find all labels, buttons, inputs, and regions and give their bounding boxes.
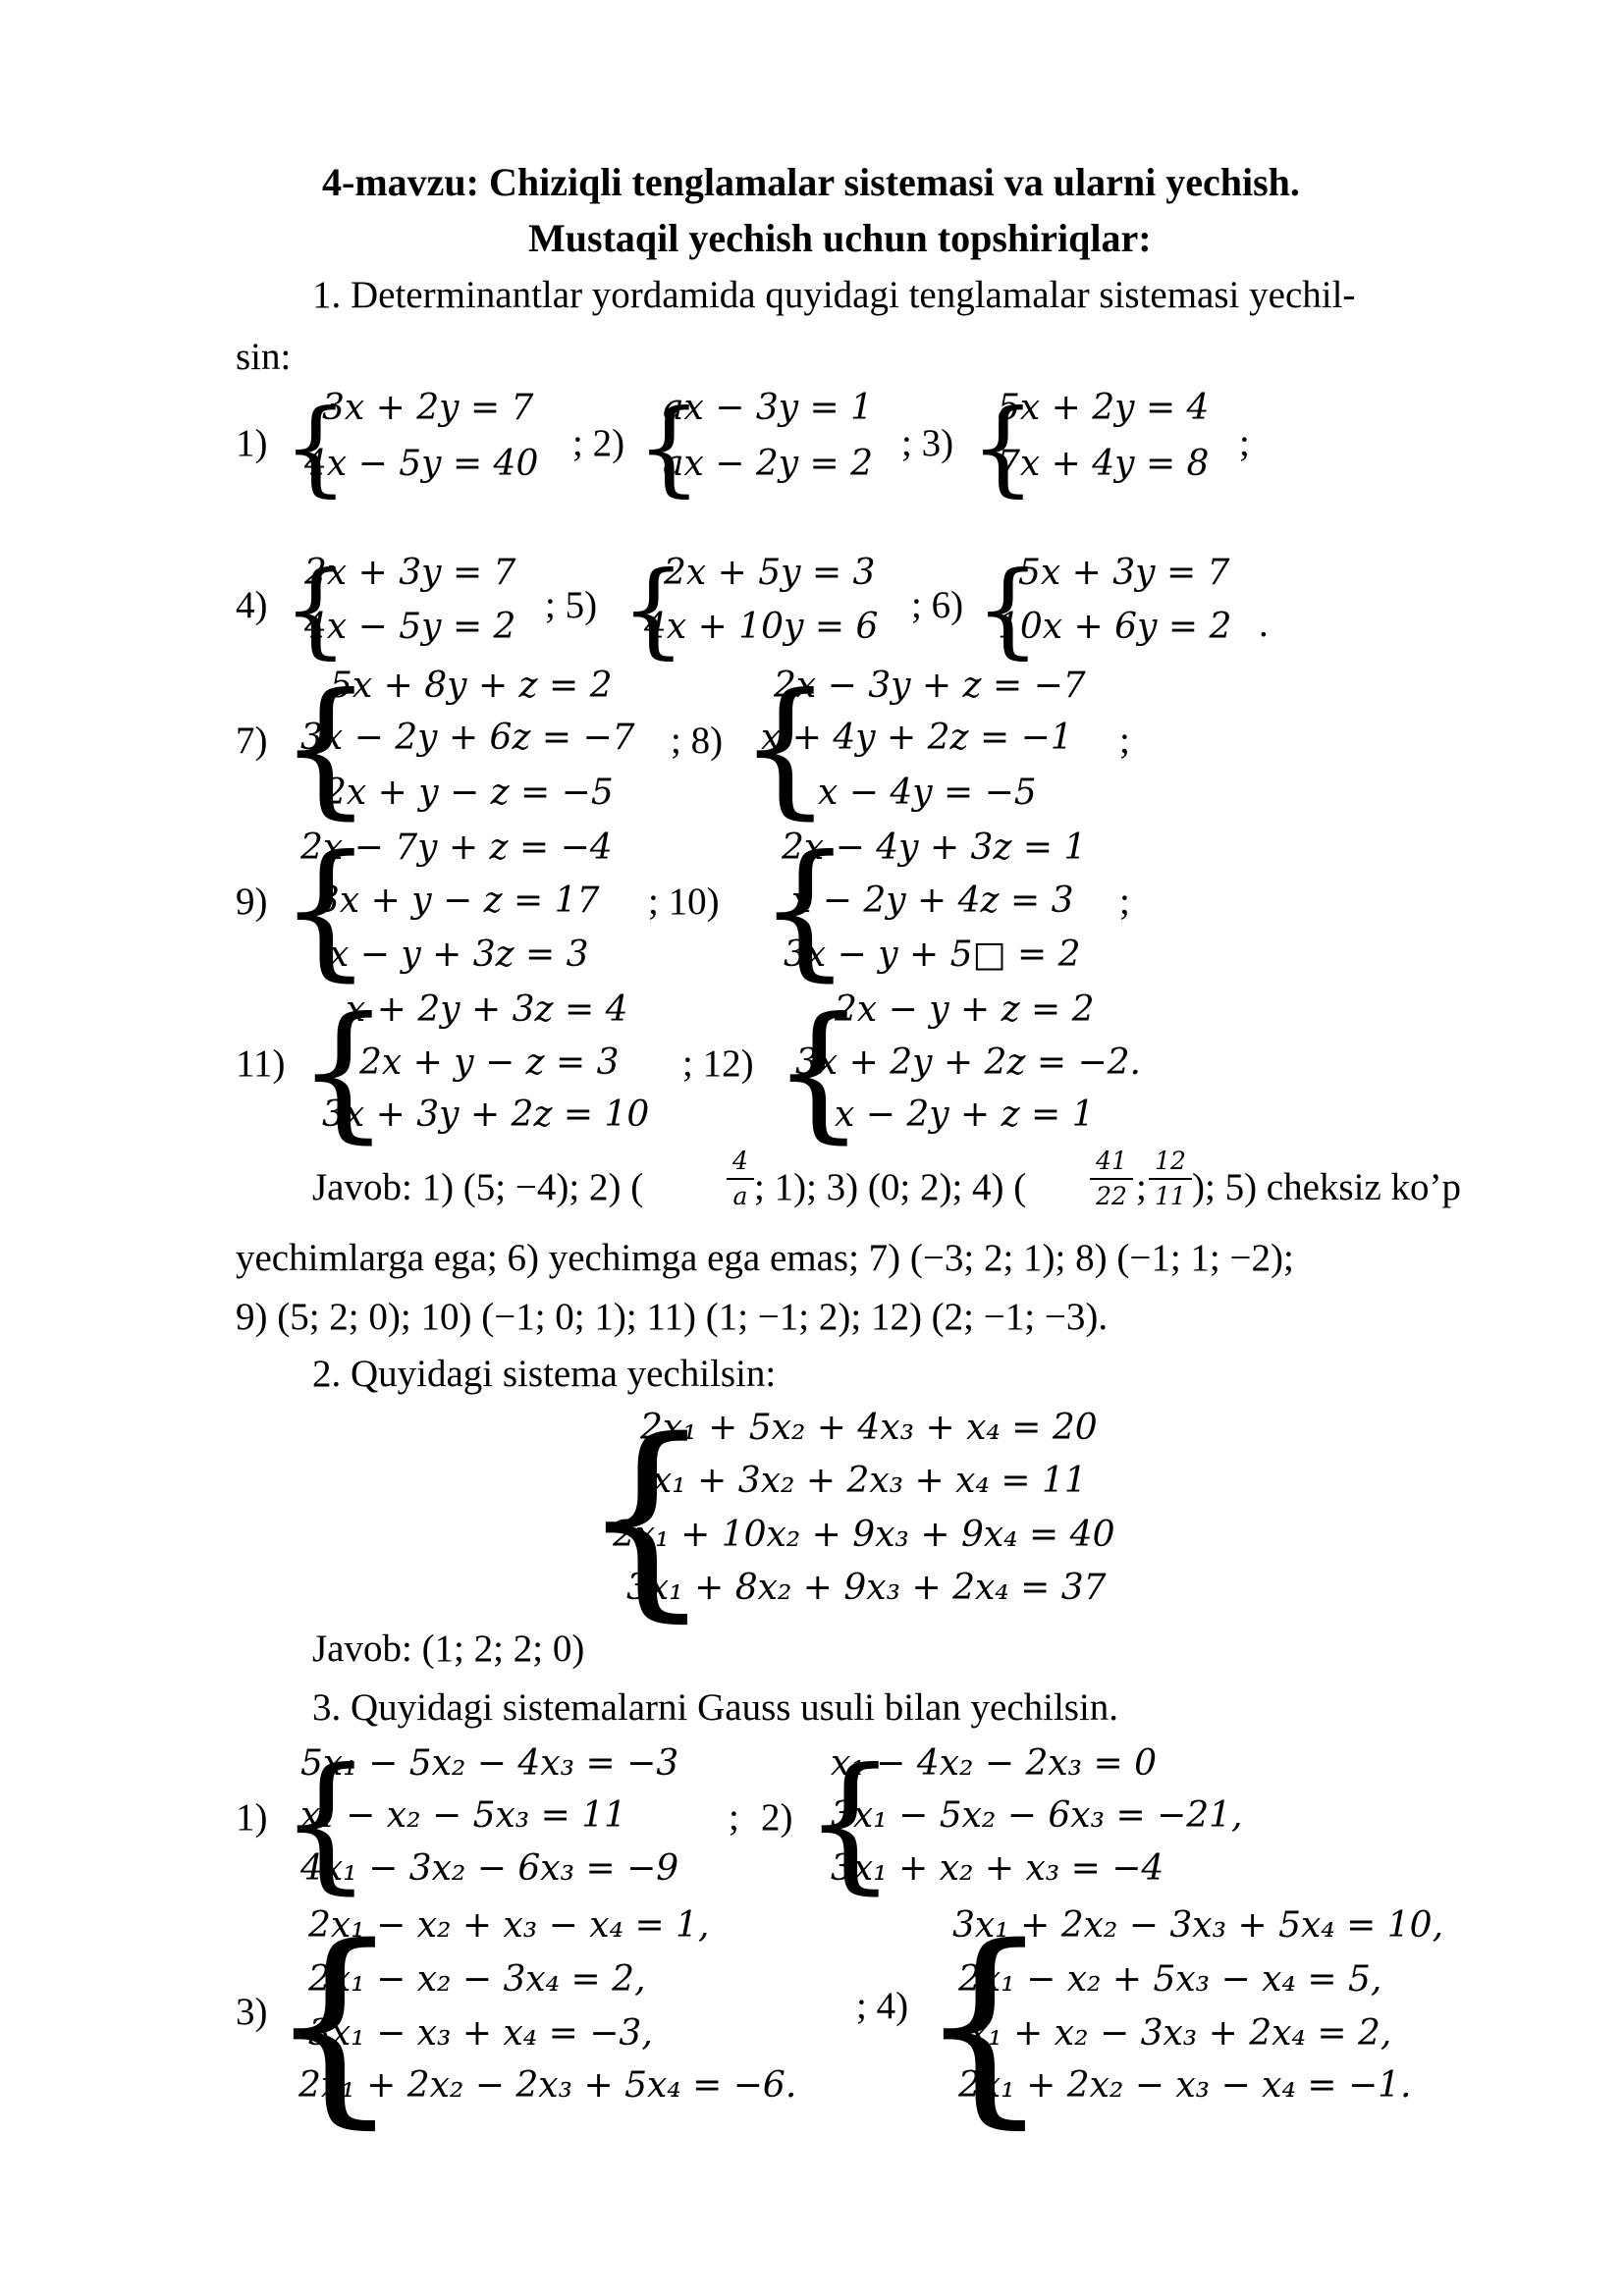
equation: 5𝑥 + 3𝑦 = 7: [1018, 553, 1230, 593]
equation: 2𝑥₁ + 2𝑥₂ − 𝑥₃ − 𝑥₄ = −1.: [958, 2065, 1412, 2106]
equation: 3𝑥 + 3𝑦 + 2𝑧 = 10: [322, 1095, 650, 1135]
equation: 2𝑥 + 3𝑦 = 7: [304, 553, 516, 593]
label-1: 1): [236, 1796, 268, 1839]
equation: 2𝑥₁ − 𝑥₂ − 3𝑥₄ = 2,: [308, 1959, 646, 2000]
equation: 𝑥₁ + 𝑥₂ − 3𝑥₃ + 2𝑥₄ = 2,: [968, 2013, 1392, 2054]
equation: 3𝑥₁ − 5𝑥₂ − 6𝑥₃ = −21,: [831, 1795, 1243, 1836]
fraction-denominator: 22: [1096, 1182, 1127, 1210]
label-3: ; 3): [901, 422, 954, 464]
answer-line: yechimlarga ega; 6) yechimga ega emas; 7) (−3; 2; 1); 8) (−1; 1; −2);: [236, 1237, 1294, 1279]
label-4: ; 4): [856, 1985, 909, 2027]
label-3: 3): [236, 1991, 268, 2033]
separator: ;: [1119, 720, 1130, 762]
equation: 4𝑥 + 10𝑦 = 6: [644, 607, 879, 647]
label-2: ; 2): [572, 422, 625, 464]
fraction-bar: [727, 1178, 754, 1180]
label-11: 11): [236, 1042, 286, 1085]
equation: 2𝑥₁ + 5𝑥₂ + 4𝑥₃ + 𝑥₄ = 20: [640, 1408, 1098, 1448]
fraction-numerator: 41: [1096, 1147, 1127, 1175]
equation: 4𝑥 − 5𝑦 = 2: [304, 607, 516, 647]
equation: 2𝑥 + 𝑦 − 𝑧 = 3: [359, 1042, 620, 1083]
fraction-denominator: 11: [1155, 1182, 1186, 1210]
equation: 𝑥₁ − 𝑥₂ − 5𝑥₃ = 11: [300, 1795, 627, 1836]
equation: 2𝑥₁ − 𝑥₂ + 5𝑥₃ − 𝑥₄ = 5,: [958, 1959, 1382, 2000]
task1-intro-line1: 1. Determinantlar yordamida quyidagi tenglamalar sistemasi yechil-: [312, 274, 1356, 316]
equation: 2𝑥₁ − 𝑥₂ + 𝑥₃ − 𝑥₄ = 1,: [308, 1905, 710, 1946]
equation: 𝑥₁ − 4𝑥₂ − 2𝑥₃ = 0: [831, 1743, 1158, 1784]
label-2: 2): [761, 1796, 793, 1839]
equation: 2𝑥 − 7𝑦 + 𝑧 = −4: [300, 828, 613, 868]
left-brace: {: [267, 1900, 402, 2147]
equation: 5𝑥 + 2𝑦 = 4: [998, 388, 1210, 428]
left-brace: {: [279, 663, 373, 833]
equation: 3𝑥 + 𝑦 − 𝑧 = 17: [317, 881, 600, 921]
label-8: ; 8): [671, 720, 724, 762]
left-brace: {: [738, 663, 833, 833]
label-4: 4): [236, 584, 268, 626]
separator: ;: [1239, 422, 1250, 464]
left-brace: {: [917, 1900, 1052, 2147]
left-brace: {: [803, 1737, 897, 1908]
equation: 4𝑥₁ − 3𝑥₂ − 6𝑥₃ = −9: [300, 1848, 679, 1889]
task2-answer: Javob: (1; 2; 2; 0): [312, 1628, 585, 1670]
left-brace: {: [758, 825, 852, 995]
task2-heading: 2. Quyidagi sistema yechilsin:: [312, 1353, 777, 1395]
fraction-numerator: 4: [732, 1147, 748, 1175]
equation: 𝑥 − 2𝑦 + 𝑧 = 1: [835, 1095, 1095, 1135]
left-brace: {: [279, 1737, 373, 1908]
left-brace: {: [579, 1394, 714, 1640]
equation: 3𝑥₁ + 2𝑥₂ − 3𝑥₃ + 5𝑥₄ = 10,: [952, 1905, 1444, 1946]
equation: 3𝑥 − 𝑦 + 5□ = 2: [784, 934, 1081, 975]
answer-line: 9) (5; 2; 0); 10) (−1; 0; 1); 11) (1; −1; 2); 12) (2; −1; −3).: [236, 1296, 1109, 1338]
answer-text: ; 1); 3) (0; 2); 4) (: [754, 1166, 1027, 1208]
equation: 3𝑥₁ − 𝑥₃ + 𝑥₄ = −3,: [308, 2013, 653, 2054]
equation: 5𝑥 + 8𝑦 + 𝑧 = 2: [330, 666, 613, 706]
label-7: 7): [236, 720, 268, 762]
equation: 2𝑥 − 𝑦 + 𝑧 = 2: [835, 989, 1095, 1030]
left-brace: {: [636, 388, 702, 507]
label-1: 1): [236, 422, 268, 464]
equation: 𝑥 − 𝑦 + 3𝑧 = 3: [329, 934, 589, 975]
answer-text: Javob: 1) (5; −4); 2) (: [312, 1166, 644, 1208]
label-6: ; 6): [911, 584, 964, 626]
equation: 2𝑥 + 5𝑦 = 3: [664, 553, 876, 593]
equation: 𝑥 − 2𝑦 + 4𝑧 = 3: [791, 881, 1074, 921]
equation: 3𝑥₁ + 𝑥₂ + 𝑥₃ = −4: [831, 1848, 1164, 1889]
equation: 2𝑥 − 3𝑦 + 𝑧 = −7: [774, 666, 1086, 706]
label-9: 9): [236, 881, 268, 923]
separator: ;: [729, 1796, 739, 1839]
equation: 𝑥 + 2𝑦 + 3𝑧 = 4: [346, 989, 628, 1030]
equation: 2𝑥₁ + 2𝑥₂ − 2𝑥₃ + 5𝑥₄ = −6.: [298, 2065, 797, 2106]
left-brace: {: [975, 550, 1041, 669]
equation: 3𝑥₁ + 8𝑥₂ + 9𝑥₃ + 2𝑥₄ = 37: [626, 1568, 1107, 1608]
separator: ;: [1119, 881, 1130, 923]
label-12: ; 12): [682, 1042, 754, 1085]
label-5: ; 5): [545, 584, 598, 626]
equation: 5𝑥₁ − 5𝑥₂ − 4𝑥₃ = −3: [300, 1743, 679, 1784]
equation: 2𝑥 + 𝑦 − 𝑧 = −5: [324, 773, 614, 813]
equation: 4𝑥 − 5𝑦 = 40: [304, 444, 539, 484]
separator: .: [1259, 603, 1269, 645]
left-brace: {: [279, 825, 373, 995]
equation: 3𝑥 − 2𝑦 + 6𝑧 = −7: [300, 718, 635, 758]
left-brace: {: [283, 550, 349, 669]
label-10: ; 10): [648, 881, 720, 923]
fraction-bar: [1090, 1178, 1133, 1180]
page-subtitle: Mustaqil yechish uchun topshiriqlar:: [528, 216, 1152, 260]
left-brace: {: [621, 550, 686, 669]
fraction-numerator: 12: [1155, 1147, 1186, 1175]
equation: 2𝑥₁ + 10𝑥₂ + 9𝑥₃ + 9𝑥₄ = 40: [613, 1515, 1115, 1555]
equation: 𝑥 + 4𝑦 + 2𝑧 = −1: [761, 718, 1073, 758]
equation: 3𝑥 + 2𝑦 + 2𝑧 = −2.: [795, 1042, 1141, 1083]
equation: 3𝑥 + 2𝑦 = 7: [322, 388, 534, 428]
fraction-bar: [1149, 1178, 1192, 1180]
page-title: 4-mavzu: Chiziqli tenglamalar sistemasi va ularni yechish.: [322, 160, 1300, 204]
equation: 2𝑥 − 4𝑦 + 3𝑧 = 1: [782, 828, 1087, 868]
left-brace: {: [283, 388, 349, 507]
answer-text: ;: [1136, 1166, 1147, 1208]
task1-intro-line2: sin:: [236, 336, 292, 378]
left-brace: {: [297, 987, 391, 1157]
task3-heading: 3. Quyidagi sistemalarni Gauss usuli bilan yechilsin.: [312, 1686, 1119, 1729]
equation: 𝑎𝑥 − 3𝑦 = 1: [663, 388, 874, 428]
equation: 𝑥 − 4𝑦 = −5: [818, 773, 1037, 813]
left-brace: {: [970, 388, 1036, 507]
left-brace: {: [772, 987, 866, 1157]
fraction-denominator: 𝑎: [732, 1182, 748, 1210]
equation: 𝑥₁ + 3𝑥₂ + 2𝑥₃ + 𝑥₄ = 11: [652, 1461, 1087, 1501]
equation: 7𝑥 + 4𝑦 = 8: [998, 444, 1210, 484]
equation: 10𝑥 + 6𝑦 = 2: [998, 607, 1232, 647]
answer-text: ); 5) cheksiz ko’p: [1192, 1166, 1461, 1208]
equation: 𝑎𝑥 − 2𝑦 = 2: [663, 444, 874, 484]
